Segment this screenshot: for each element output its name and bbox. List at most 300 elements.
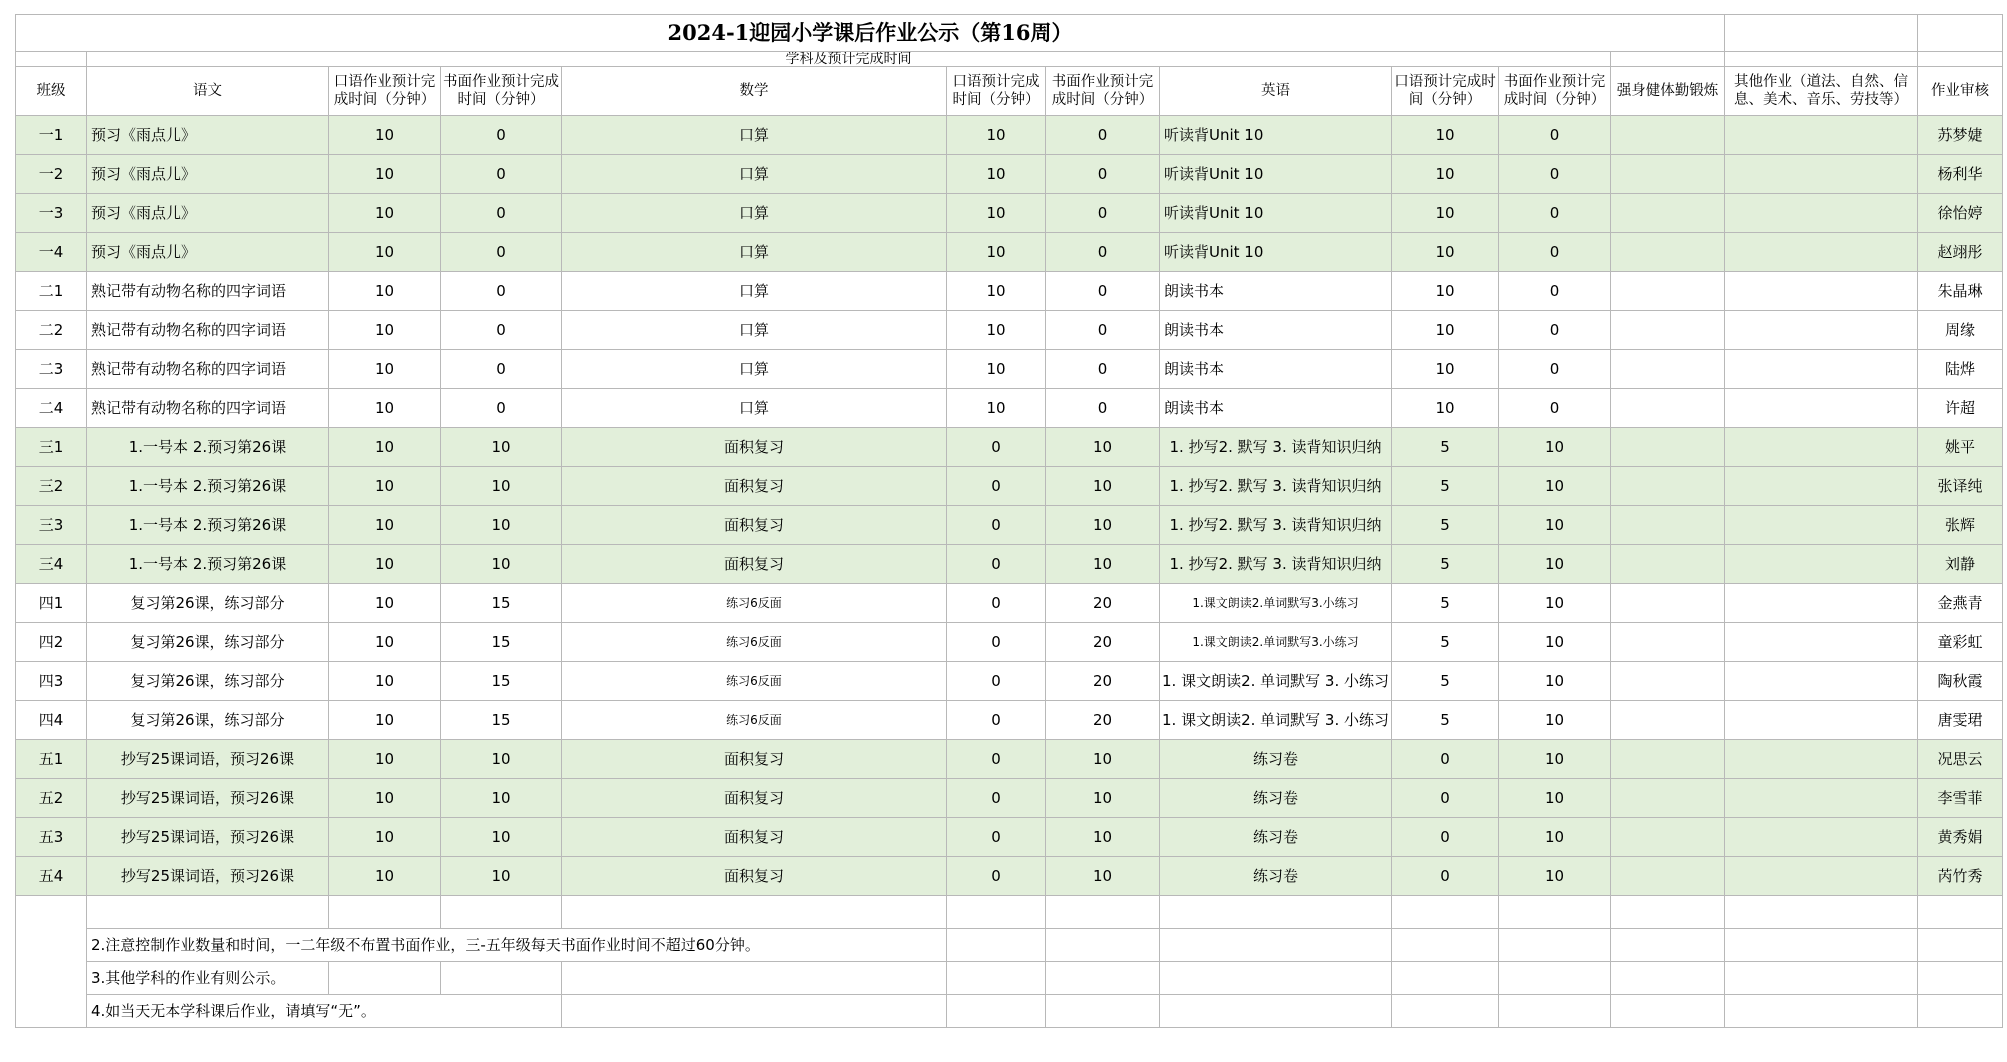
exercise-cell[interactable]	[1611, 155, 1725, 194]
english-oral-time-cell[interactable]: 5	[1392, 467, 1499, 506]
chinese-cell[interactable]: 预习《雨点儿》	[87, 116, 329, 155]
chinese-written-time-cell[interactable]: 10	[441, 428, 562, 467]
english-cell[interactable]: 听读背Unit 10	[1160, 194, 1392, 233]
other-cell[interactable]	[1725, 857, 1918, 896]
english-oral-time-cell[interactable]: 0	[1392, 779, 1499, 818]
cell[interactable]	[16, 52, 87, 67]
cell[interactable]	[16, 995, 87, 1028]
chinese-written-time-cell[interactable]: 15	[441, 662, 562, 701]
reviewer-cell[interactable]: 张辉	[1918, 506, 2003, 545]
english-written-time-cell[interactable]: 10	[1499, 779, 1611, 818]
reviewer-cell[interactable]: 徐怡婷	[1918, 194, 2003, 233]
math-oral-time-cell[interactable]: 10	[947, 272, 1046, 311]
cell[interactable]	[1046, 929, 1160, 962]
other-cell[interactable]	[1725, 545, 1918, 584]
reviewer-cell[interactable]: 杨利华	[1918, 155, 2003, 194]
english-oral-time-cell[interactable]: 10	[1392, 350, 1499, 389]
cell[interactable]	[1499, 929, 1611, 962]
reviewer-cell[interactable]: 陶秋霞	[1918, 662, 2003, 701]
cell[interactable]	[1611, 962, 1725, 995]
other-cell[interactable]	[1725, 623, 1918, 662]
exercise-cell[interactable]	[1611, 740, 1725, 779]
other-cell[interactable]	[1725, 350, 1918, 389]
math-oral-time-cell[interactable]: 0	[947, 818, 1046, 857]
reviewer-cell[interactable]: 芮竹秀	[1918, 857, 2003, 896]
math-written-time-cell[interactable]: 10	[1046, 428, 1160, 467]
math-written-time-cell[interactable]: 0	[1046, 311, 1160, 350]
english-written-time-cell[interactable]: 10	[1499, 506, 1611, 545]
math-cell[interactable]: 面积复习	[562, 467, 947, 506]
header-math-written-time[interactable]: 书面作业预计完成时间（分钟）	[1046, 67, 1160, 116]
math-oral-time-cell[interactable]: 0	[947, 662, 1046, 701]
cell[interactable]	[1725, 52, 1918, 67]
class-cell[interactable]: 二1	[16, 272, 87, 311]
english-written-time-cell[interactable]: 0	[1499, 116, 1611, 155]
cell[interactable]	[947, 896, 1046, 929]
chinese-oral-time-cell[interactable]: 10	[329, 779, 441, 818]
class-cell[interactable]: 一1	[16, 116, 87, 155]
math-written-time-cell[interactable]: 0	[1046, 233, 1160, 272]
exercise-cell[interactable]	[1611, 584, 1725, 623]
chinese-oral-time-cell[interactable]: 10	[329, 311, 441, 350]
chinese-cell[interactable]: 1.一号本 2.预习第26课	[87, 428, 329, 467]
cell[interactable]	[1918, 52, 2003, 67]
exercise-cell[interactable]	[1611, 233, 1725, 272]
math-oral-time-cell[interactable]: 0	[947, 584, 1046, 623]
math-written-time-cell[interactable]: 20	[1046, 623, 1160, 662]
english-cell[interactable]: 1.课文朗读2.单词默写3.小练习	[1160, 623, 1392, 662]
cell[interactable]	[1918, 15, 2003, 52]
reviewer-cell[interactable]: 金燕青	[1918, 584, 2003, 623]
english-oral-time-cell[interactable]: 10	[1392, 116, 1499, 155]
math-written-time-cell[interactable]: 0	[1046, 155, 1160, 194]
chinese-oral-time-cell[interactable]: 10	[329, 467, 441, 506]
math-cell[interactable]: 口算	[562, 233, 947, 272]
cell[interactable]	[1046, 896, 1160, 929]
english-written-time-cell[interactable]: 10	[1499, 428, 1611, 467]
exercise-cell[interactable]	[1611, 272, 1725, 311]
other-cell[interactable]	[1725, 155, 1918, 194]
header-english[interactable]: 英语	[1160, 67, 1392, 116]
reviewer-cell[interactable]: 朱晶琳	[1918, 272, 2003, 311]
reviewer-cell[interactable]: 黄秀娟	[1918, 818, 2003, 857]
math-oral-time-cell[interactable]: 0	[947, 740, 1046, 779]
chinese-oral-time-cell[interactable]: 10	[329, 701, 441, 740]
other-cell[interactable]	[1725, 467, 1918, 506]
math-oral-time-cell[interactable]: 0	[947, 701, 1046, 740]
cell[interactable]	[1392, 962, 1499, 995]
english-written-time-cell[interactable]: 10	[1499, 662, 1611, 701]
chinese-cell[interactable]: 复习第26课，练习部分	[87, 584, 329, 623]
math-cell[interactable]: 面积复习	[562, 779, 947, 818]
chinese-written-time-cell[interactable]: 10	[441, 857, 562, 896]
cell[interactable]	[1725, 15, 1918, 52]
reviewer-cell[interactable]: 苏梦婕	[1918, 116, 2003, 155]
math-oral-time-cell[interactable]: 10	[947, 116, 1046, 155]
math-written-time-cell[interactable]: 10	[1046, 506, 1160, 545]
reviewer-cell[interactable]: 许超	[1918, 389, 2003, 428]
math-oral-time-cell[interactable]: 10	[947, 233, 1046, 272]
cell[interactable]	[1725, 962, 1918, 995]
chinese-oral-time-cell[interactable]: 10	[329, 389, 441, 428]
math-cell[interactable]: 面积复习	[562, 506, 947, 545]
english-cell[interactable]: 1. 抄写2. 默写 3. 读背知识归纳	[1160, 467, 1392, 506]
cell[interactable]	[947, 929, 1046, 962]
header-other[interactable]: 其他作业（道法、自然、信息、美术、音乐、劳技等）	[1725, 67, 1918, 116]
math-written-time-cell[interactable]: 10	[1046, 740, 1160, 779]
chinese-cell[interactable]: 熟记带有动物名称的四字词语	[87, 350, 329, 389]
class-cell[interactable]: 四4	[16, 701, 87, 740]
sheet-title[interactable]: 2024-1迎园小学课后作业公示（第16周）	[16, 15, 1725, 52]
header-english-written-time[interactable]: 书面作业预计完成时间（分钟）	[1499, 67, 1611, 116]
class-cell[interactable]: 五4	[16, 857, 87, 896]
math-oral-time-cell[interactable]: 0	[947, 545, 1046, 584]
other-cell[interactable]	[1725, 701, 1918, 740]
english-oral-time-cell[interactable]: 5	[1392, 623, 1499, 662]
note-text[interactable]: 2.注意控制作业数量和时间，一二年级不布置书面作业，三-五年级每天书面作业时间不超过60分钟。	[87, 929, 947, 962]
chinese-cell[interactable]: 1.一号本 2.预习第26课	[87, 545, 329, 584]
math-oral-time-cell[interactable]: 10	[947, 311, 1046, 350]
chinese-oral-time-cell[interactable]: 10	[329, 662, 441, 701]
cell[interactable]	[947, 962, 1046, 995]
english-oral-time-cell[interactable]: 5	[1392, 428, 1499, 467]
chinese-oral-time-cell[interactable]: 10	[329, 818, 441, 857]
english-written-time-cell[interactable]: 0	[1499, 233, 1611, 272]
class-cell[interactable]: 二2	[16, 311, 87, 350]
math-cell[interactable]: 面积复习	[562, 740, 947, 779]
chinese-written-time-cell[interactable]: 0	[441, 194, 562, 233]
exercise-cell[interactable]	[1611, 116, 1725, 155]
class-cell[interactable]: 一3	[16, 194, 87, 233]
english-cell[interactable]: 1. 抄写2. 默写 3. 读背知识归纳	[1160, 506, 1392, 545]
english-written-time-cell[interactable]: 10	[1499, 584, 1611, 623]
chinese-cell[interactable]: 预习《雨点儿》	[87, 155, 329, 194]
chinese-written-time-cell[interactable]: 0	[441, 272, 562, 311]
other-cell[interactable]	[1725, 389, 1918, 428]
english-cell[interactable]: 1. 课文朗读2. 单词默写 3. 小练习	[1160, 701, 1392, 740]
exercise-cell[interactable]	[1611, 818, 1725, 857]
english-oral-time-cell[interactable]: 0	[1392, 818, 1499, 857]
math-written-time-cell[interactable]: 10	[1046, 857, 1160, 896]
other-cell[interactable]	[1725, 740, 1918, 779]
class-cell[interactable]: 四3	[16, 662, 87, 701]
other-cell[interactable]	[1725, 272, 1918, 311]
cell[interactable]	[1392, 995, 1499, 1028]
cell[interactable]	[562, 995, 947, 1028]
english-written-time-cell[interactable]: 10	[1499, 857, 1611, 896]
chinese-cell[interactable]: 复习第26课，练习部分	[87, 623, 329, 662]
english-written-time-cell[interactable]: 0	[1499, 311, 1611, 350]
math-cell[interactable]: 练习6反面	[562, 584, 947, 623]
cell[interactable]	[1499, 962, 1611, 995]
exercise-cell[interactable]	[1611, 389, 1725, 428]
exercise-cell[interactable]	[1611, 506, 1725, 545]
math-written-time-cell[interactable]: 0	[1046, 116, 1160, 155]
other-cell[interactable]	[1725, 584, 1918, 623]
english-written-time-cell[interactable]: 0	[1499, 194, 1611, 233]
note-text[interactable]: 3.其他学科的作业有则公示。	[87, 962, 329, 995]
math-cell[interactable]: 面积复习	[562, 545, 947, 584]
class-cell[interactable]: 一2	[16, 155, 87, 194]
math-cell[interactable]: 口算	[562, 350, 947, 389]
cell[interactable]	[1046, 995, 1160, 1028]
english-cell[interactable]: 听读背Unit 10	[1160, 233, 1392, 272]
math-cell[interactable]: 口算	[562, 389, 947, 428]
cell[interactable]	[441, 962, 562, 995]
cell[interactable]	[1725, 896, 1918, 929]
class-cell[interactable]: 三4	[16, 545, 87, 584]
reviewer-cell[interactable]: 唐雯珺	[1918, 701, 2003, 740]
cell[interactable]	[1918, 962, 2003, 995]
cell[interactable]	[16, 962, 87, 995]
class-cell[interactable]: 五1	[16, 740, 87, 779]
class-cell[interactable]: 五2	[16, 779, 87, 818]
other-cell[interactable]	[1725, 311, 1918, 350]
english-cell[interactable]: 练习卷	[1160, 779, 1392, 818]
exercise-cell[interactable]	[1611, 194, 1725, 233]
math-oral-time-cell[interactable]: 10	[947, 194, 1046, 233]
class-cell[interactable]: 二3	[16, 350, 87, 389]
cell[interactable]	[1611, 52, 1725, 67]
math-oral-time-cell[interactable]: 0	[947, 428, 1046, 467]
cell[interactable]	[1611, 929, 1725, 962]
english-cell[interactable]: 1. 抄写2. 默写 3. 读背知识归纳	[1160, 545, 1392, 584]
reviewer-cell[interactable]: 张译纯	[1918, 467, 2003, 506]
chinese-cell[interactable]: 抄写25课词语，预习26课	[87, 857, 329, 896]
reviewer-cell[interactable]: 刘静	[1918, 545, 2003, 584]
header-math-oral-time[interactable]: 口语预计完成时间（分钟）	[947, 67, 1046, 116]
chinese-oral-time-cell[interactable]: 10	[329, 857, 441, 896]
cell[interactable]	[1160, 995, 1392, 1028]
english-written-time-cell[interactable]: 0	[1499, 389, 1611, 428]
other-cell[interactable]	[1725, 116, 1918, 155]
math-oral-time-cell[interactable]: 0	[947, 623, 1046, 662]
cell[interactable]	[1918, 896, 2003, 929]
math-oral-time-cell[interactable]: 10	[947, 155, 1046, 194]
cell[interactable]	[1160, 896, 1392, 929]
math-oral-time-cell[interactable]: 10	[947, 350, 1046, 389]
english-written-time-cell[interactable]: 10	[1499, 701, 1611, 740]
other-cell[interactable]	[1725, 818, 1918, 857]
cell[interactable]	[1725, 929, 1918, 962]
exercise-cell[interactable]	[1611, 311, 1725, 350]
header-math[interactable]: 数学	[562, 67, 947, 116]
header-class[interactable]: 班级	[16, 67, 87, 116]
chinese-oral-time-cell[interactable]: 10	[329, 350, 441, 389]
chinese-oral-time-cell[interactable]: 10	[329, 506, 441, 545]
chinese-oral-time-cell[interactable]: 10	[329, 116, 441, 155]
math-written-time-cell[interactable]: 0	[1046, 389, 1160, 428]
english-oral-time-cell[interactable]: 5	[1392, 584, 1499, 623]
english-oral-time-cell[interactable]: 0	[1392, 857, 1499, 896]
english-cell[interactable]: 朗读书本	[1160, 350, 1392, 389]
english-written-time-cell[interactable]: 10	[1499, 467, 1611, 506]
chinese-written-time-cell[interactable]: 10	[441, 818, 562, 857]
cell[interactable]	[329, 896, 441, 929]
english-cell[interactable]: 听读背Unit 10	[1160, 155, 1392, 194]
english-oral-time-cell[interactable]: 5	[1392, 545, 1499, 584]
chinese-cell[interactable]: 熟记带有动物名称的四字词语	[87, 389, 329, 428]
class-cell[interactable]: 四2	[16, 623, 87, 662]
math-oral-time-cell[interactable]: 0	[947, 506, 1046, 545]
english-oral-time-cell[interactable]: 10	[1392, 311, 1499, 350]
math-written-time-cell[interactable]: 10	[1046, 779, 1160, 818]
exercise-cell[interactable]	[1611, 662, 1725, 701]
chinese-written-time-cell[interactable]: 15	[441, 623, 562, 662]
chinese-cell[interactable]: 抄写25课词语，预习26课	[87, 779, 329, 818]
reviewer-cell[interactable]: 李雪菲	[1918, 779, 2003, 818]
chinese-oral-time-cell[interactable]: 10	[329, 233, 441, 272]
cell[interactable]	[16, 896, 87, 929]
math-cell[interactable]: 面积复习	[562, 428, 947, 467]
math-cell[interactable]: 练习6反面	[562, 701, 947, 740]
chinese-written-time-cell[interactable]: 0	[441, 389, 562, 428]
chinese-oral-time-cell[interactable]: 10	[329, 623, 441, 662]
other-cell[interactable]	[1725, 779, 1918, 818]
math-oral-time-cell[interactable]: 10	[947, 389, 1046, 428]
chinese-oral-time-cell[interactable]: 10	[329, 545, 441, 584]
cell[interactable]	[1160, 962, 1392, 995]
exercise-cell[interactable]	[1611, 428, 1725, 467]
math-cell[interactable]: 口算	[562, 155, 947, 194]
cell[interactable]	[1918, 929, 2003, 962]
chinese-cell[interactable]: 复习第26课，练习部分	[87, 662, 329, 701]
reviewer-cell[interactable]: 陆烨	[1918, 350, 2003, 389]
math-oral-time-cell[interactable]: 0	[947, 857, 1046, 896]
class-cell[interactable]: 四1	[16, 584, 87, 623]
math-written-time-cell[interactable]: 10	[1046, 545, 1160, 584]
exercise-cell[interactable]	[1611, 545, 1725, 584]
chinese-written-time-cell[interactable]: 10	[441, 779, 562, 818]
header-reviewer[interactable]: 作业审核	[1918, 67, 2003, 116]
note-text[interactable]	[87, 896, 329, 929]
class-cell[interactable]: 三2	[16, 467, 87, 506]
chinese-cell[interactable]: 熟记带有动物名称的四字词语	[87, 311, 329, 350]
math-written-time-cell[interactable]: 20	[1046, 584, 1160, 623]
reviewer-cell[interactable]: 况思云	[1918, 740, 2003, 779]
other-cell[interactable]	[1725, 662, 1918, 701]
cell[interactable]	[1160, 929, 1392, 962]
chinese-cell[interactable]: 抄写25课词语，预习26课	[87, 818, 329, 857]
english-oral-time-cell[interactable]: 10	[1392, 194, 1499, 233]
note-text[interactable]: 4.如当天无本学科课后作业，请填写“无”。	[87, 995, 562, 1028]
class-cell[interactable]: 五3	[16, 818, 87, 857]
chinese-written-time-cell[interactable]: 0	[441, 116, 562, 155]
chinese-cell[interactable]: 1.一号本 2.预习第26课	[87, 467, 329, 506]
english-cell[interactable]: 朗读书本	[1160, 272, 1392, 311]
chinese-written-time-cell[interactable]: 10	[441, 545, 562, 584]
english-written-time-cell[interactable]: 0	[1499, 350, 1611, 389]
reviewer-cell[interactable]: 童彩虹	[1918, 623, 2003, 662]
cell[interactable]	[1918, 995, 2003, 1028]
cell[interactable]	[441, 896, 562, 929]
chinese-oral-time-cell[interactable]: 10	[329, 272, 441, 311]
chinese-written-time-cell[interactable]: 10	[441, 467, 562, 506]
math-cell[interactable]: 面积复习	[562, 818, 947, 857]
chinese-written-time-cell[interactable]: 10	[441, 740, 562, 779]
subheader-label[interactable]: 学科及预计完成时间	[87, 52, 1611, 67]
english-cell[interactable]: 1.课文朗读2.单词默写3.小练习	[1160, 584, 1392, 623]
english-cell[interactable]: 1. 课文朗读2. 单词默写 3. 小练习	[1160, 662, 1392, 701]
cell[interactable]	[1611, 995, 1725, 1028]
chinese-oral-time-cell[interactable]: 10	[329, 584, 441, 623]
exercise-cell[interactable]	[1611, 623, 1725, 662]
chinese-written-time-cell[interactable]: 15	[441, 701, 562, 740]
cell[interactable]	[1046, 962, 1160, 995]
chinese-oral-time-cell[interactable]: 10	[329, 155, 441, 194]
math-cell[interactable]: 口算	[562, 194, 947, 233]
chinese-oral-time-cell[interactable]: 10	[329, 428, 441, 467]
chinese-oral-time-cell[interactable]: 10	[329, 194, 441, 233]
english-cell[interactable]: 1. 抄写2. 默写 3. 读背知识归纳	[1160, 428, 1392, 467]
chinese-cell[interactable]: 抄写25课词语，预习26课	[87, 740, 329, 779]
header-chinese[interactable]: 语文	[87, 67, 329, 116]
math-cell[interactable]: 练习6反面	[562, 662, 947, 701]
math-written-time-cell[interactable]: 0	[1046, 272, 1160, 311]
chinese-written-time-cell[interactable]: 15	[441, 584, 562, 623]
exercise-cell[interactable]	[1611, 779, 1725, 818]
cell[interactable]	[1499, 896, 1611, 929]
math-cell[interactable]: 口算	[562, 272, 947, 311]
cell[interactable]	[1392, 929, 1499, 962]
header-chinese-written-time[interactable]: 书面作业预计完成时间（分钟）	[441, 67, 562, 116]
math-cell[interactable]: 面积复习	[562, 857, 947, 896]
english-cell[interactable]: 听读背Unit 10	[1160, 116, 1392, 155]
math-oral-time-cell[interactable]: 0	[947, 467, 1046, 506]
english-cell[interactable]: 练习卷	[1160, 857, 1392, 896]
exercise-cell[interactable]	[1611, 467, 1725, 506]
chinese-cell[interactable]: 预习《雨点儿》	[87, 194, 329, 233]
english-oral-time-cell[interactable]: 10	[1392, 155, 1499, 194]
english-cell[interactable]: 朗读书本	[1160, 389, 1392, 428]
chinese-written-time-cell[interactable]: 0	[441, 155, 562, 194]
cell[interactable]	[562, 962, 947, 995]
math-written-time-cell[interactable]: 20	[1046, 701, 1160, 740]
math-oral-time-cell[interactable]: 0	[947, 779, 1046, 818]
math-written-time-cell[interactable]: 10	[1046, 467, 1160, 506]
class-cell[interactable]: 二4	[16, 389, 87, 428]
other-cell[interactable]	[1725, 194, 1918, 233]
other-cell[interactable]	[1725, 428, 1918, 467]
english-oral-time-cell[interactable]: 10	[1392, 272, 1499, 311]
chinese-cell[interactable]: 1.一号本 2.预习第26课	[87, 506, 329, 545]
chinese-written-time-cell[interactable]: 10	[441, 506, 562, 545]
english-cell[interactable]: 练习卷	[1160, 818, 1392, 857]
english-written-time-cell[interactable]: 0	[1499, 155, 1611, 194]
reviewer-cell[interactable]: 周缘	[1918, 311, 2003, 350]
english-written-time-cell[interactable]: 0	[1499, 272, 1611, 311]
cell[interactable]	[562, 896, 947, 929]
english-cell[interactable]: 练习卷	[1160, 740, 1392, 779]
math-cell[interactable]: 练习6反面	[562, 623, 947, 662]
english-written-time-cell[interactable]: 10	[1499, 740, 1611, 779]
cell[interactable]	[1392, 896, 1499, 929]
class-cell[interactable]: 三3	[16, 506, 87, 545]
chinese-written-time-cell[interactable]: 0	[441, 350, 562, 389]
chinese-oral-time-cell[interactable]: 10	[329, 740, 441, 779]
cell[interactable]	[947, 995, 1046, 1028]
cell[interactable]	[329, 962, 441, 995]
math-written-time-cell[interactable]: 0	[1046, 350, 1160, 389]
math-cell[interactable]: 口算	[562, 116, 947, 155]
english-oral-time-cell[interactable]: 0	[1392, 740, 1499, 779]
math-written-time-cell[interactable]: 0	[1046, 194, 1160, 233]
chinese-cell[interactable]: 熟记带有动物名称的四字词语	[87, 272, 329, 311]
reviewer-cell[interactable]: 姚平	[1918, 428, 2003, 467]
english-oral-time-cell[interactable]: 5	[1392, 506, 1499, 545]
math-written-time-cell[interactable]: 10	[1046, 818, 1160, 857]
exercise-cell[interactable]	[1611, 701, 1725, 740]
